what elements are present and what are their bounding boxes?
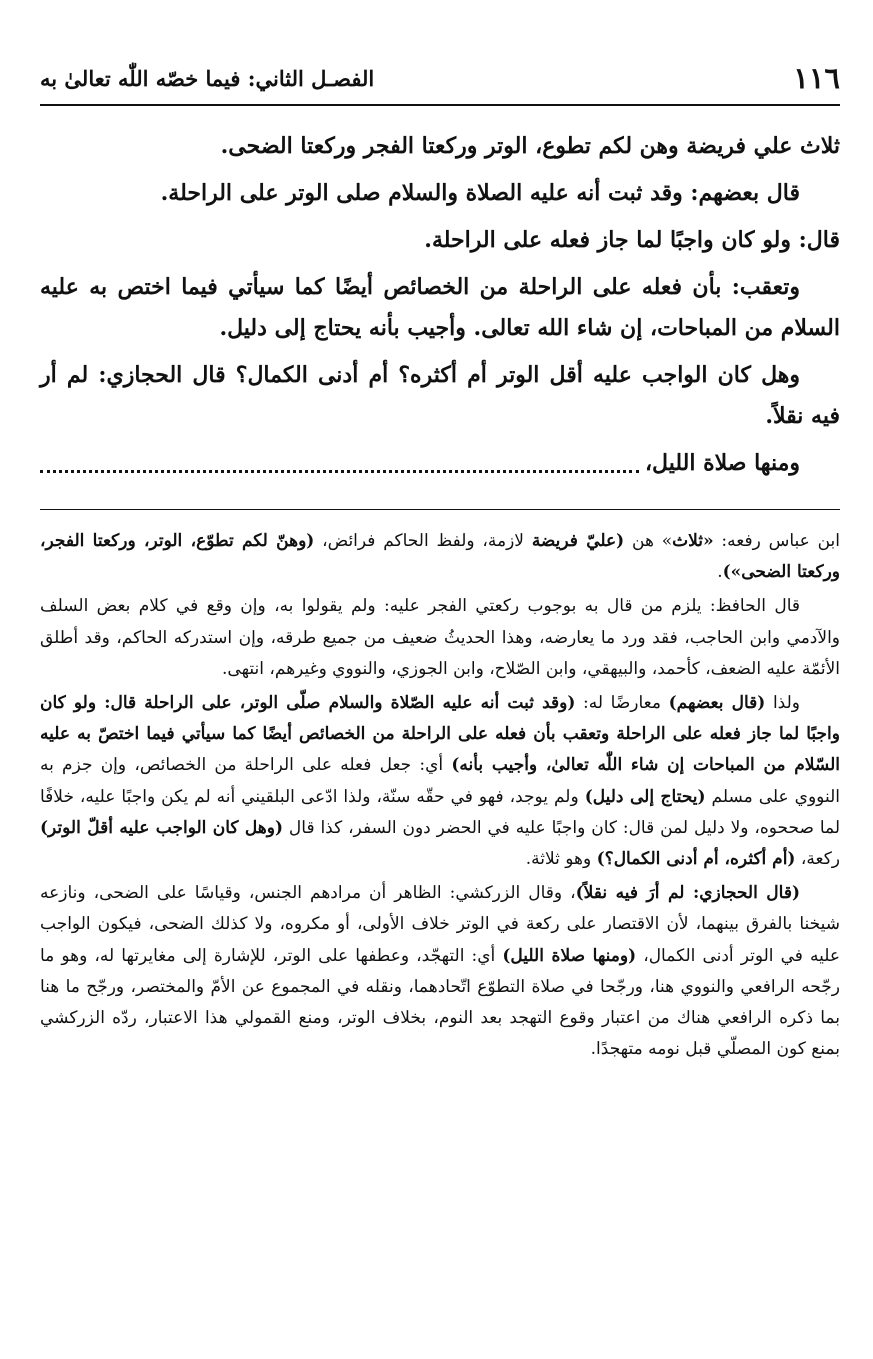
commentary-text-run: ابن عباس رفعه: xyxy=(713,531,840,551)
commentary-paragraph xyxy=(40,878,840,1065)
commentary-text-run: لازمة، ولفظ الحاكم فرائض، xyxy=(314,531,532,551)
main-paragraph: وهل كان الواجب عليه أقل الوتر أم أكثره؟ أم أدنى الكمال؟ قال الحجازي: لم أر فيه نقلاً. xyxy=(40,362,840,429)
quoted-text: (وقد ثبت أنه عليه الصّلاة والسلام صلّى الوتر، على الراحلة قال: ولو كان واجبًا لما جاز فعله على الراحلة وتعقب بأن فعله على الراحلة من الخصائص أيضًا كما سيأتي فيما اختصّ به عليه السّلام من المباحات إن شاء اللّٰه تعالىٰ، وأجيب بأنه) xyxy=(40,693,840,776)
commentary-paragraph xyxy=(40,688,840,875)
commentary-text-run: . xyxy=(717,562,723,583)
quoted-text: (وهل كان الواجب عليه أقلّ الوتر) xyxy=(40,817,284,838)
main-paragraph-text: ومنها صلاة الليل، xyxy=(644,450,800,476)
main-paragraph: وتعقب: بأن فعله على الراحلة من الخصائص أيضًا كما سيأتي فيما اختص به عليه السلام من المباحات، إن شاء الله تعالى. وأجيب بأنه يحتاج إلى دليل. xyxy=(40,274,840,341)
continuation-dots xyxy=(40,470,639,473)
footnote-separator xyxy=(40,509,840,510)
commentary-text-run: أي: التهجّد، وعطفها على الوتر، للإشارة إلى مغايرتها له، وهو ما رجّحه الرافعي والنووي هنا، ورجّحا في صلاة التطوّع اتّحادهما، ونقله في المجموع عن الأمّ والمختصر، ورجّح ما هنا بما ذكره الرافعي هناك من اعتبار وقوع التهجد بعد النوم، بخلاف الوتر، ومنع القمولي هذا الاعتبار، ردّه الزركشي بمنع كون المصلّي قبل نومه متهجدًا. xyxy=(40,945,840,1060)
commentary-paragraph xyxy=(40,526,840,588)
quoted-text: (عليّ فريضة xyxy=(531,531,625,551)
commentary-text-run: أي: جعل فعله على الراحلة من الخصائص، وإن جزم به النووي على مسلم xyxy=(40,755,840,807)
commentary-text-run: ، وقال الزركشي: الظاهر أن مرادهم الجنس، وقياسًا على الضحى، ونازعه شيخنا بالفرق بينهما، لأن الاقتصار على ركعة في الوتر خلاف الأولى، أو مكروه، ولا كذلك الضحى، فيكون الواجب عليه في الوتر أدنى الكمال، xyxy=(40,883,840,966)
header-rule xyxy=(40,104,840,106)
commentary-text-run: ولم يوجد، فهو في حقّه سنّة، ولذا ادّعى البلقيني أنه لم يكن واجبًا عليه، خلافًا لما صححوه، ولا دليل لمن قال: كان واجبًا عليه في الحضر دون السفر، كذا قال xyxy=(40,786,841,838)
main-paragraph-continued xyxy=(40,443,840,484)
quoted-text: (يحتاج إلى دليل) xyxy=(584,786,706,807)
commentary-text-run: » هن xyxy=(624,531,673,551)
main-paragraph: قال بعضهم: وقد ثبت أنه عليه الصلاة والسلام صلى الوتر على الراحلة. xyxy=(160,180,800,206)
commentary-text-run: ركعة، xyxy=(795,849,840,870)
quoted-text: (قال الحجازي: لم أرَ فيه نقلاً) xyxy=(575,883,801,904)
commentary-text-run: معارضًا له: xyxy=(575,693,669,714)
main-text xyxy=(40,126,840,490)
page-number: ١١٦ xyxy=(793,61,840,95)
commentary-text-run: وهو ثلاثة. xyxy=(525,849,597,870)
commentary-text-run: ولذا xyxy=(765,693,800,714)
main-paragraph: قال: ولو كان واجبًا لما جاز فعله على الراحلة. xyxy=(424,227,840,253)
chapter-title: الفصـل الثاني: فيما خصّه اللّٰه تعالىٰ به xyxy=(40,65,375,91)
quoted-text: (أم أكثره، أم أدنى الكمال؟) xyxy=(596,849,796,870)
commentary-text xyxy=(40,526,840,1068)
quoted-text: (قال بعضهم) xyxy=(668,693,766,714)
commentary-paragraph: قال الحافظ: يلزم من قال به بوجوب ركعتي الفجر عليه: ولم يقولوا به، وإن وقع في كلام بعض السلف والآدمي وابن الحاجب، فقد ورد ما يعارضه، وهذا الحديثُ ضعيف من جميع طرقه، وإن استدركه الحاكم، وقد أطلق الأئمّة عليه الضعف، كأحمد، والبيهقي، وابن الصّلاح، وابن الجوزي، والنووي وغيرهم، انتهى. xyxy=(40,596,840,679)
quoted-text: (وهنّ لكم تطوّع، الوتر، وركعتا الفجر، وركعتا الضحى») xyxy=(40,531,840,583)
main-paragraph: ثلاث علي فريضة وهن لكم تطوع، الوتر وركعتا الفجر وركعتا الضحى. xyxy=(220,133,840,159)
running-header xyxy=(40,58,840,98)
quoted-text: «ثلاث xyxy=(672,531,714,551)
quoted-text: (ومنها صلاة الليل) xyxy=(502,945,637,966)
